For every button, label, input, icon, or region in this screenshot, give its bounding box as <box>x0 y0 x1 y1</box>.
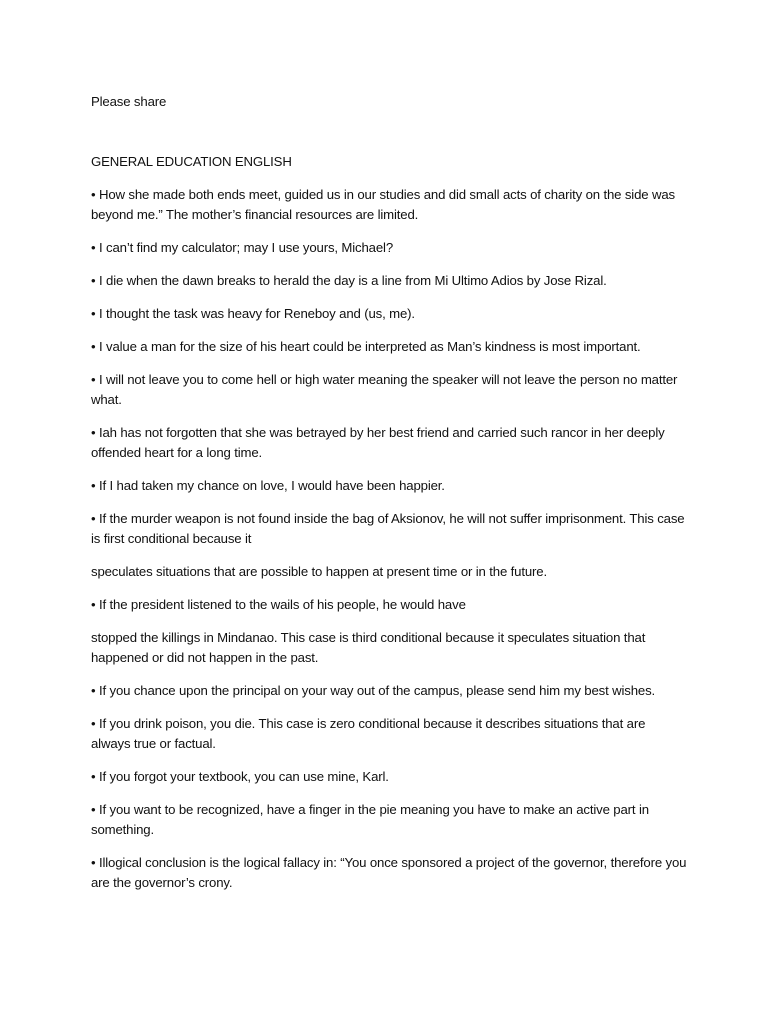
paragraph: • I thought the task was heavy for Reneboy and (us, me). <box>91 306 415 321</box>
share-label: Please share <box>91 94 167 109</box>
section-title: GENERAL EDUCATION ENGLISH <box>91 154 292 169</box>
paragraph: • If you want to be recognized, have a finger in the pie meaning you have to make an active part in something. <box>91 802 649 837</box>
paragraph: • If you forgot your textbook, you can use mine, Karl. <box>91 769 389 784</box>
paragraph: stopped the killings in Mindanao. This case is third conditional because it speculates situation that happened or did not happen in the past. <box>91 630 646 665</box>
paragraph: • If the murder weapon is not found inside the bag of Aksionov, he will not suffer imprisonment. This case is first conditional because it <box>91 511 685 546</box>
paragraph: • I can’t find my calculator; may I use yours, Michael? <box>91 240 393 255</box>
paragraph: speculates situations that are possible to happen at present time or in the future. <box>91 564 547 579</box>
document-body <box>91 92 687 906</box>
paragraph: • I value a man for the size of his heart could be interpreted as Man’s kindness is most important. <box>91 339 641 354</box>
paragraph: • If the president listened to the wails of his people, he would have <box>91 597 466 612</box>
paragraph: • Iah has not forgotten that she was betrayed by her best friend and carried such rancor in her deeply offended heart for a long time. <box>91 425 665 460</box>
paragraph: • I will not leave you to come hell or high water meaning the speaker will not leave the person no matter what. <box>91 372 678 407</box>
paragraph: • Illogical conclusion is the logical fallacy in: “You once sponsored a project of the governor, therefore you are the governor’s crony. <box>91 855 687 890</box>
paragraph: • If you drink poison, you die. This case is zero conditional because it describes situations that are always true or factual. <box>91 716 646 751</box>
paragraph: • If I had taken my chance on love, I would have been happier. <box>91 478 445 493</box>
paragraph: • I die when the dawn breaks to herald the day is a line from Mi Ultimo Adios by Jose Rizal. <box>91 273 607 288</box>
paragraph: • If you chance upon the principal on your way out of the campus, please send him my best wishes. <box>91 683 656 698</box>
paragraph: • How she made both ends meet, guided us in our studies and did small acts of charity on the side was beyond me.” The mother’s financial resources are limited. <box>91 187 675 222</box>
